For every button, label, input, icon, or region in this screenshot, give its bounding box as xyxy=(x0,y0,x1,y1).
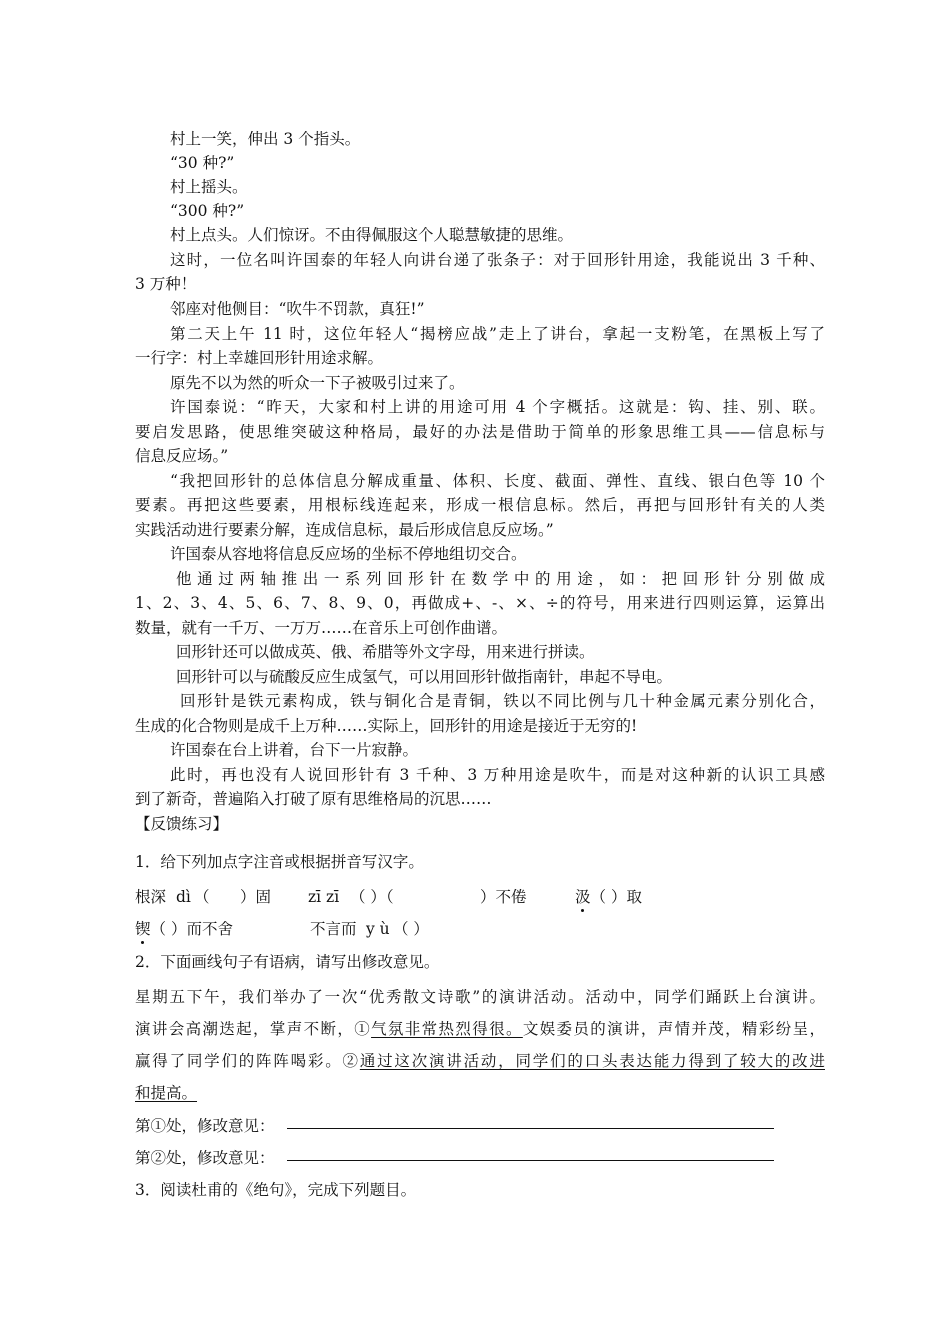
q1-item-b-pinyin: zī zī xyxy=(308,888,340,906)
question-2-passage xyxy=(135,1050,825,1072)
paragraph: 信息反应场。” xyxy=(135,447,229,465)
paragraph: 1、2、3、4、5、6、7、8、9、0，再做成+、-、×、÷的符号，用来进行四则运算，运算出 xyxy=(135,594,825,612)
passage-text: 文娱委员的演讲，声情并茂，精彩纷呈， xyxy=(522,1020,825,1038)
answer-row-1 xyxy=(135,1115,825,1137)
q1-item-d-char: 锲 xyxy=(135,920,151,938)
answer-label-1: 第①处，修改意见： xyxy=(135,1117,275,1135)
q1-item-e-pinyin: y ù xyxy=(366,920,390,938)
underlined-sentence-2-cont: 和提高。 xyxy=(135,1084,198,1102)
question-3-prompt: 3．阅读杜甫的《绝句》，完成下列题目。 xyxy=(135,1181,417,1199)
paragraph: 许国泰说：“昨天，大家和村上讲的用途可用 4 个字概括。这就是：钩、挂、别、联。 xyxy=(170,398,825,416)
passage-text: 演讲会高潮迭起，掌声不断，① xyxy=(135,1020,372,1038)
answer-line-2[interactable] xyxy=(287,1160,774,1161)
q1-item-b-paren2: ）不倦 xyxy=(480,888,527,906)
paragraph: 村上一笑，伸出 3 个指头。 xyxy=(170,130,361,148)
section-title: 【反馈练习】 xyxy=(135,815,229,833)
question-2-prompt: 2．下面画线句子有语病，请写出修改意见。 xyxy=(135,953,440,971)
paragraph: 3 万种！ xyxy=(135,275,197,293)
paragraph: 邻座对他侧目：“吹牛不罚款，真狂!” xyxy=(170,300,425,318)
paragraph: 此时，再也没有人说回形针有 3 千种、3 万种用途是吹牛，而是对这种新的认识工具感 xyxy=(170,766,825,784)
q1-item-d-rest: （ ）而不舍 xyxy=(150,920,233,938)
q1-item-e-paren: （ ） xyxy=(393,920,429,938)
paragraph: “30 种?” xyxy=(170,154,235,172)
paragraph: “300 种?” xyxy=(170,202,245,220)
question-2-passage xyxy=(135,1018,825,1040)
paragraph: 数量，就有一千万、一万万……在音乐上可创作曲谱。 xyxy=(135,619,508,637)
q1-item-d xyxy=(135,918,233,940)
answer-label-2: 第②处，修改意见： xyxy=(135,1149,275,1167)
q1-item-b-paren1: （ ）（ xyxy=(350,888,394,906)
paragraph: 原先不以为然的听众一下子被吸引过来了。 xyxy=(170,374,465,392)
q1-item-a-pinyin: dì xyxy=(176,888,191,906)
paragraph: 回形针还可以做成英、俄、希腊等外文字母，用来进行拼读。 xyxy=(176,643,595,661)
underlined-sentence-1: 气氛非常热烈得很。 xyxy=(371,1020,523,1038)
q1-item-e-text: 不言而 xyxy=(310,920,357,938)
paragraph: 一行字：村上幸雄回形针用途求解。 xyxy=(135,349,384,367)
paragraph: 村上摇头。 xyxy=(170,178,248,196)
paragraph: 许国泰从容地将信息反应场的坐标不停地组切交合。 xyxy=(170,545,527,563)
paragraph: 回形针可以与硫酸反应生成氢气，可以用回形针做指南针，串起不导电。 xyxy=(176,668,673,686)
q1-item-a-open: （ xyxy=(194,888,210,906)
paragraph: 要素。再把这些要素，用根标线连起来，形成一根信息标。然后，再把与回形针有关的人类 xyxy=(135,496,825,514)
question-2-passage xyxy=(135,1082,825,1104)
q1-item-c xyxy=(575,886,642,908)
paragraph: 实践活动进行要素分解，连成信息标，最后形成信息反应场。” xyxy=(135,521,554,539)
paragraph: 这时，一位名叫许国泰的年轻人向讲台递了张条子：对于回形针用途，我能说出 3 千种、 xyxy=(170,251,825,269)
q1-item-a-text: 根深 xyxy=(135,888,167,906)
q1-item-c-char: 汲 xyxy=(575,888,591,906)
paragraph: 回形针是铁元素构成，铁与铜化合是青铜，铁以不同比例与几十种金属元素分别化合， xyxy=(180,692,825,710)
q1-item-c-rest: （ ）取 xyxy=(590,888,642,906)
paragraph: 第二天上午 11 时，这位年轻人“揭榜应战”走上了讲台，拿起一支粉笔，在黑板上写了 xyxy=(170,325,825,343)
question-2-passage: 星期五下午，我们举办了一次“优秀散文诗歌”的演讲活动。活动中，同学们踊跃上台演讲。 xyxy=(135,988,825,1006)
underlined-sentence-2: 通过这次演讲活动，同学们的口头表达能力得到了较大的改进 xyxy=(359,1052,825,1070)
q1-item-a-close: ）固 xyxy=(240,888,272,906)
passage-text: 赢得了同学们的阵阵喝彩。② xyxy=(135,1052,360,1070)
paragraph: “我把回形针的总体信息分解成重量、体积、长度、截面、弹性、直线、银白色等 10 个 xyxy=(170,472,825,490)
question-1-prompt: 1．给下列加点字注音或根据拼音写汉字。 xyxy=(135,853,424,871)
paragraph: 要启发思路，使思维突破这种格局，最好的办法是借助于简单的形象思维工具——信息标与 xyxy=(135,423,825,441)
paragraph: 他通过两轴推出一系列回形针在数学中的用途，如：把回形针分别做成 xyxy=(176,570,825,588)
paragraph: 许国泰在台上讲着，台下一片寂静。 xyxy=(170,741,419,759)
paragraph: 生成的化合物则是成千上万种……实际上，回形针的用途是接近于无穷的! xyxy=(135,717,638,735)
answer-line-1[interactable] xyxy=(287,1128,774,1129)
answer-row-2 xyxy=(135,1147,825,1169)
paragraph: 到了新奇，普遍陷入打破了原有思维格局的沉思…… xyxy=(135,790,492,808)
paragraph: 村上点头。人们惊讶。不由得佩服这个人聪慧敏捷的思维。 xyxy=(170,226,574,244)
